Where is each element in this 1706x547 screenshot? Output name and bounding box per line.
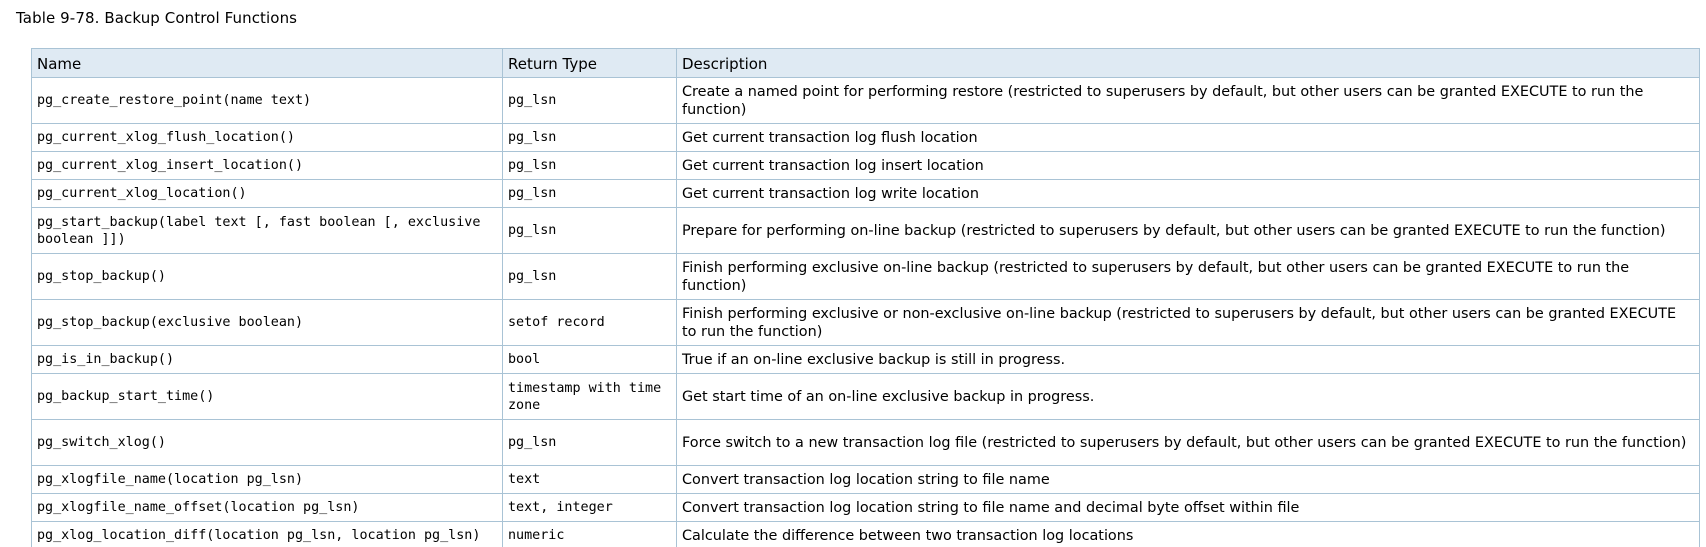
- table-row: [32, 466, 1700, 494]
- return-type-cell: timestamp with time zone: [503, 374, 677, 420]
- table-row: [32, 300, 1700, 346]
- table-row: [32, 420, 1700, 466]
- return-type-cell: pg_lsn: [503, 254, 677, 300]
- table-row: [32, 522, 1700, 547]
- description-cell: Convert transaction log location string to file name: [677, 466, 1700, 494]
- function-name-cell: pg_current_xlog_flush_location(): [32, 124, 503, 152]
- return-type-cell: pg_lsn: [503, 420, 677, 466]
- function-name-cell: pg_backup_start_time(): [32, 374, 503, 420]
- return-type-cell: pg_lsn: [503, 78, 677, 124]
- table-row: [32, 152, 1700, 180]
- return-type-cell: numeric: [503, 522, 677, 547]
- description-cell: Get start time of an on-line exclusive backup in progress.: [677, 374, 1700, 420]
- return-type-cell: pg_lsn: [503, 180, 677, 208]
- column-header-name: Name: [32, 49, 503, 78]
- function-name-cell: pg_xlogfile_name_offset(location pg_lsn): [32, 494, 503, 522]
- description-cell: Convert transaction log location string to file name and decimal byte offset within file: [677, 494, 1700, 522]
- function-name-cell: pg_current_xlog_insert_location(): [32, 152, 503, 180]
- table-caption: Table 9-78. Backup Control Functions: [16, 9, 298, 27]
- backup-functions-table: [31, 48, 1700, 547]
- function-name-cell: pg_current_xlog_location(): [32, 180, 503, 208]
- function-name-cell: pg_xlogfile_name(location pg_lsn): [32, 466, 503, 494]
- table-row: [32, 208, 1700, 254]
- description-cell: Calculate the difference between two transaction log locations: [677, 522, 1700, 547]
- function-name-cell: pg_create_restore_point(name text): [32, 78, 503, 124]
- description-cell: Create a named point for performing restore (restricted to superusers by default, but other users can be granted EXECUTE to run the function): [677, 78, 1700, 124]
- return-type-cell: pg_lsn: [503, 152, 677, 180]
- description-cell: Get current transaction log insert location: [677, 152, 1700, 180]
- description-cell: Force switch to a new transaction log file (restricted to superusers by default, but other users can be granted EXECUTE to run the function): [677, 420, 1700, 466]
- function-name-cell: pg_is_in_backup(): [32, 346, 503, 374]
- table-row: [32, 374, 1700, 420]
- table-row: [32, 346, 1700, 374]
- description-cell: Get current transaction log write location: [677, 180, 1700, 208]
- description-cell: Finish performing exclusive or non-exclusive on-line backup (restricted to superusers by default, but other users can be granted EXECUTE to run the function): [677, 300, 1700, 346]
- function-name-cell: pg_xlog_location_diff(location pg_lsn, location pg_lsn): [32, 522, 503, 547]
- table-row: [32, 124, 1700, 152]
- table-row: [32, 254, 1700, 300]
- return-type-cell: text: [503, 466, 677, 494]
- column-header-description: Description: [677, 49, 1700, 78]
- description-cell: Get current transaction log flush location: [677, 124, 1700, 152]
- return-type-cell: pg_lsn: [503, 208, 677, 254]
- table-row: [32, 78, 1700, 124]
- function-name-cell: pg_stop_backup(): [32, 254, 503, 300]
- return-type-cell: setof record: [503, 300, 677, 346]
- function-name-cell: pg_start_backup(label text [, fast boolean [, exclusive boolean ]]): [32, 208, 503, 254]
- function-name-cell: pg_switch_xlog(): [32, 420, 503, 466]
- return-type-cell: text, integer: [503, 494, 677, 522]
- description-cell: Prepare for performing on-line backup (restricted to superusers by default, but other users can be granted EXECUTE to run the function): [677, 208, 1700, 254]
- table-row: [32, 180, 1700, 208]
- description-cell: True if an on-line exclusive backup is still in progress.: [677, 346, 1700, 374]
- function-name-cell: pg_stop_backup(exclusive boolean): [32, 300, 503, 346]
- return-type-cell: bool: [503, 346, 677, 374]
- return-type-cell: pg_lsn: [503, 124, 677, 152]
- description-cell: Finish performing exclusive on-line backup (restricted to superusers by default, but other users can be granted EXECUTE to run the function): [677, 254, 1700, 300]
- table-row: [32, 494, 1700, 522]
- table-header-row: [32, 49, 1700, 78]
- backup-functions-table-wrapper: [31, 48, 1700, 547]
- column-header-return-type: Return Type: [503, 49, 677, 78]
